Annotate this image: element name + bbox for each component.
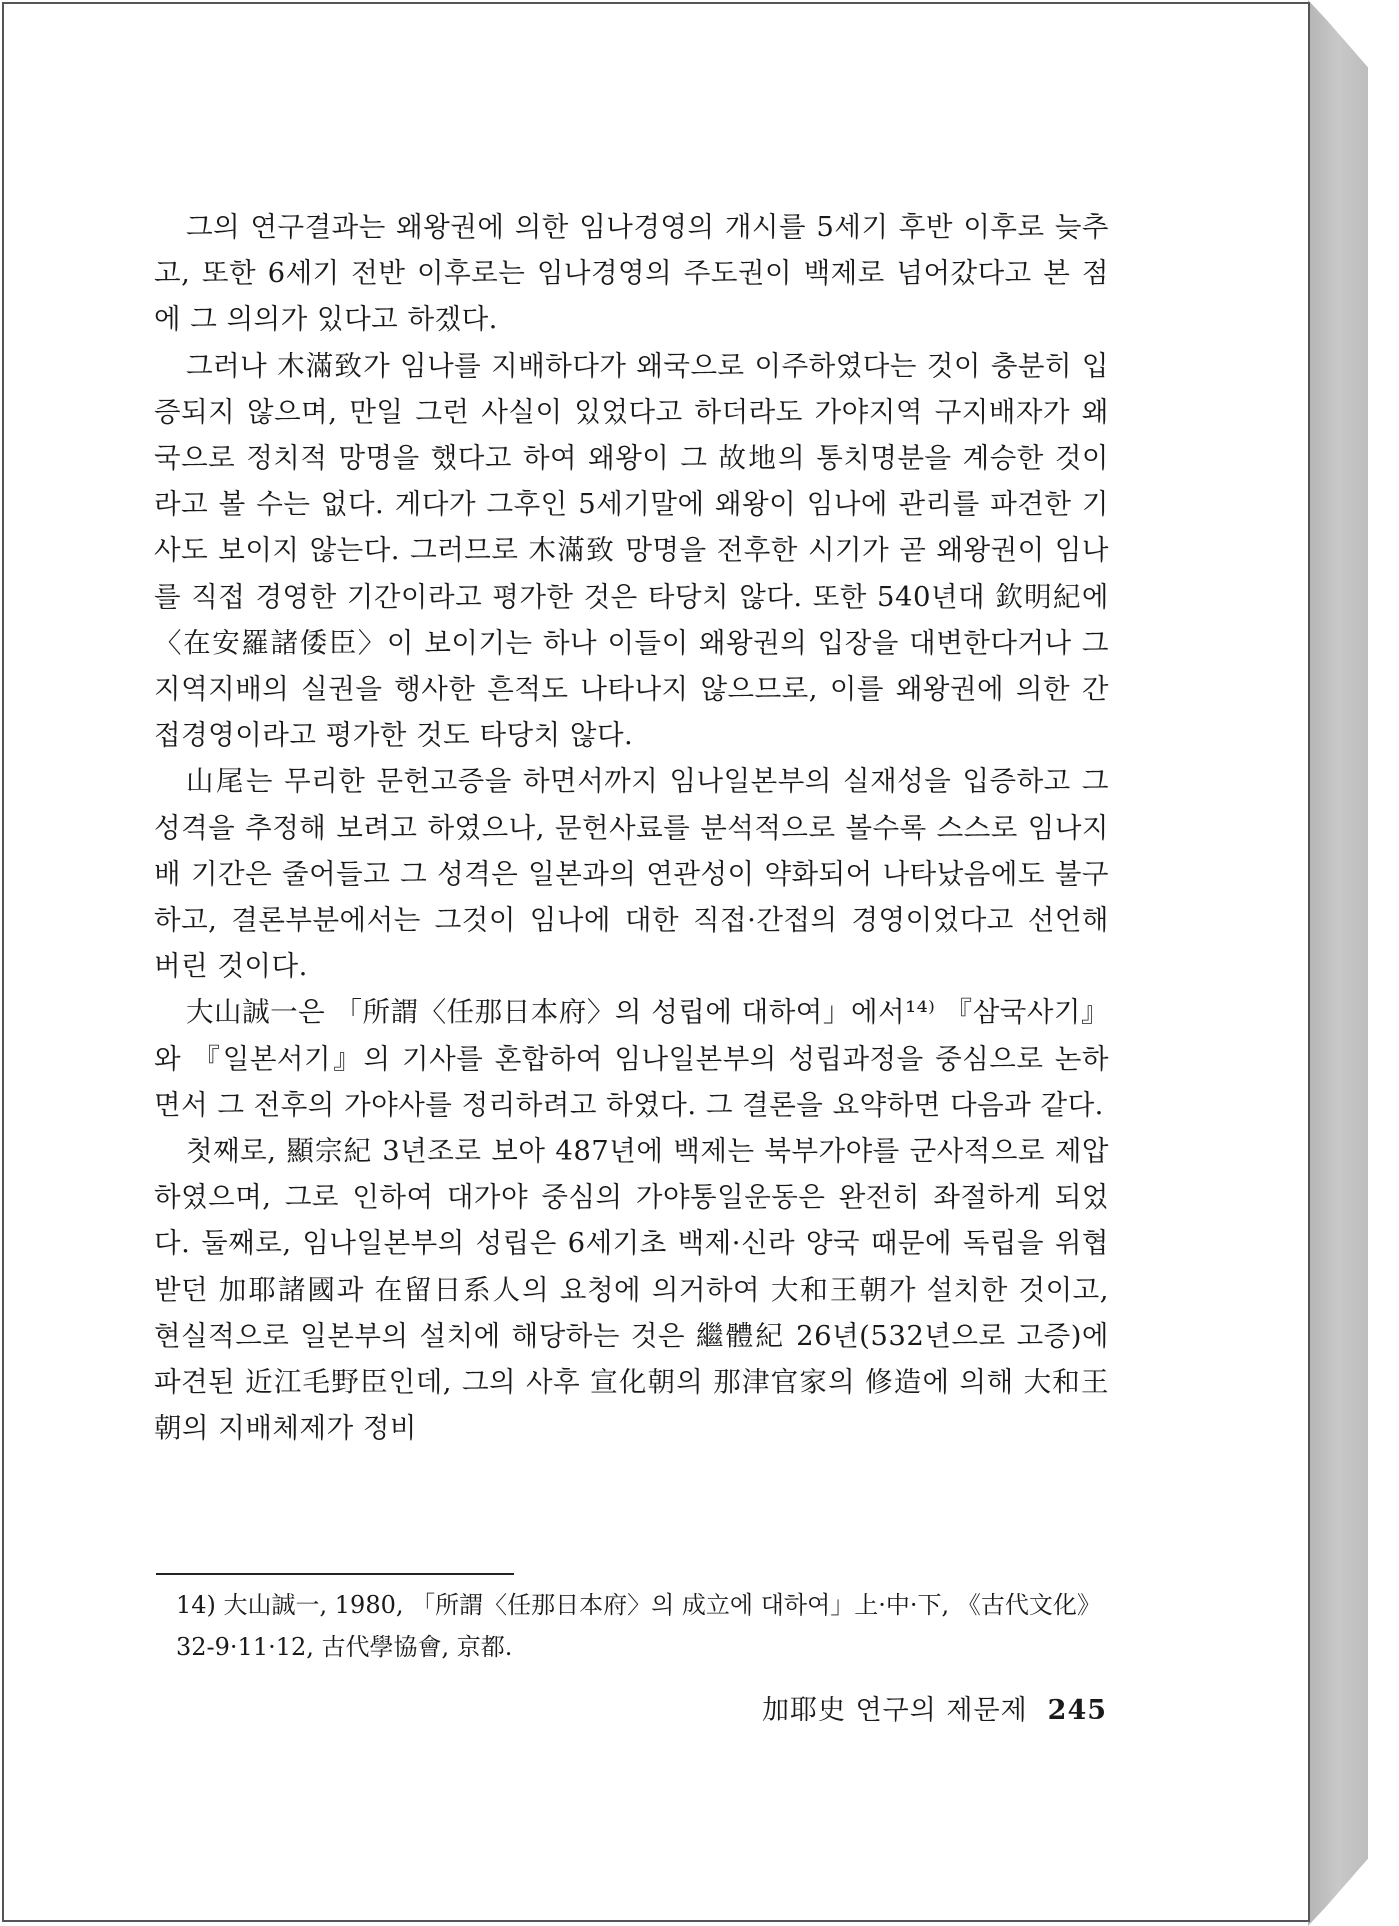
paragraph: 그러나 木滿致가 임나를 지배하다가 왜국으로 이주하였다는 것이 충분히 입증되지 않으며, 만일 그런 사실이 있었다고 하더라도 가야지역 구지배자가 왜국으로 정치적 망명을 했다고 하여 왜왕이 그 故地의 통치명분을 계승한 것이라고 볼 수는 없다. 게다가 그후인 5세기말에 왜왕이 임나에 관리를 파견한 기사도 보이지 않는다. 그러므로 木滿致 망명을 전후한 시기가 곧 왜왕권이 임나를 직접 경영한 기간이라고 평가한 것은 타당치 않다. 또한 540년대 欽明紀에 〈在安羅諸倭臣〉이 보이기는 하나 이들이 왜왕권의 입장을 대변한다거나 그 지역지배의 실권을 행사한 흔적도 나타나지 않으므로, 이를 왜왕권에 의한 간접경영이라고 평가한 것도 타당치 않다.: [154, 349, 1109, 752]
page: [2, 2, 1310, 1922]
page-edge-shadow: [1308, 0, 1368, 1926]
running-foot-title: 加耶史 연구의 제문제: [762, 1695, 1028, 1726]
footnote: 14) 大山誠一, 1980, 「所謂〈任那日本府〉의 成立에 대하여」上·中·下, 《古代文化》32-9·11·12, 古代學協會, 京都.: [176, 1591, 1101, 1661]
paragraph: 山尾는 무리한 문헌고증을 하면서까지 임나일본부의 실재성을 입증하고 그 성격을 추정해 보려고 하였으나, 문헌사료를 분석적으로 볼수록 스스로 임나지배 기간은 줄어들고 그 성격은 일본과의 연관성이 약화되어 나타났음에도 불구하고, 결론부분에서는 그것이 임나에 대한 직접·간접의 경영이었다고 선언해 버린 것이다.: [154, 765, 1109, 983]
running-foot: [762, 1688, 1107, 1727]
body-text: [154, 204, 1109, 1451]
paragraph: 그의 연구결과는 왜왕권에 의한 임나경영의 개시를 5세기 후반 이후로 늦추고, 또한 6세기 전반 이후로는 임나경영의 주도권이 백제로 넘어갔다고 본 점에 그 의의가 있다고 하겠다.: [154, 211, 1109, 336]
paragraph: 大山誠一은 「所謂〈任那日本府〉의 성립에 대하여」에서¹⁴⁾ 『삼국사기』와 『일본서기』의 기사를 혼합하여 임나일본부의 성립과정을 중심으로 논하면서 그 전후의 가야사를 정리하려고 하였다. 그 결론을 요약하면 다음과 같다.: [154, 996, 1109, 1121]
page-number: 245: [1047, 1695, 1108, 1726]
paragraph: 첫째로, 顯宗紀 3년조로 보아 487년에 백제는 북부가야를 군사적으로 제압하였으며, 그로 인하여 대가야 중심의 가야통일운동은 완전히 좌절하게 되었다. 둘째로, 임나일본부의 성립은 6세기초 백제·신라 양국 때문에 독립을 위협받던 加耶諸國과 在留日系人의 요청에 의거하여 大和王朝가 설치한 것이고, 현실적으로 일본부의 설치에 해당하는 것은 繼體紀 26년(532년으로 고증)에 파견된 近江毛野臣인데, 그의 사후 宣化朝의 那津官家의 修造에 의해 大和王朝의 지배체제가 정비: [154, 1135, 1109, 1445]
footnote-divider: [156, 1573, 514, 1575]
